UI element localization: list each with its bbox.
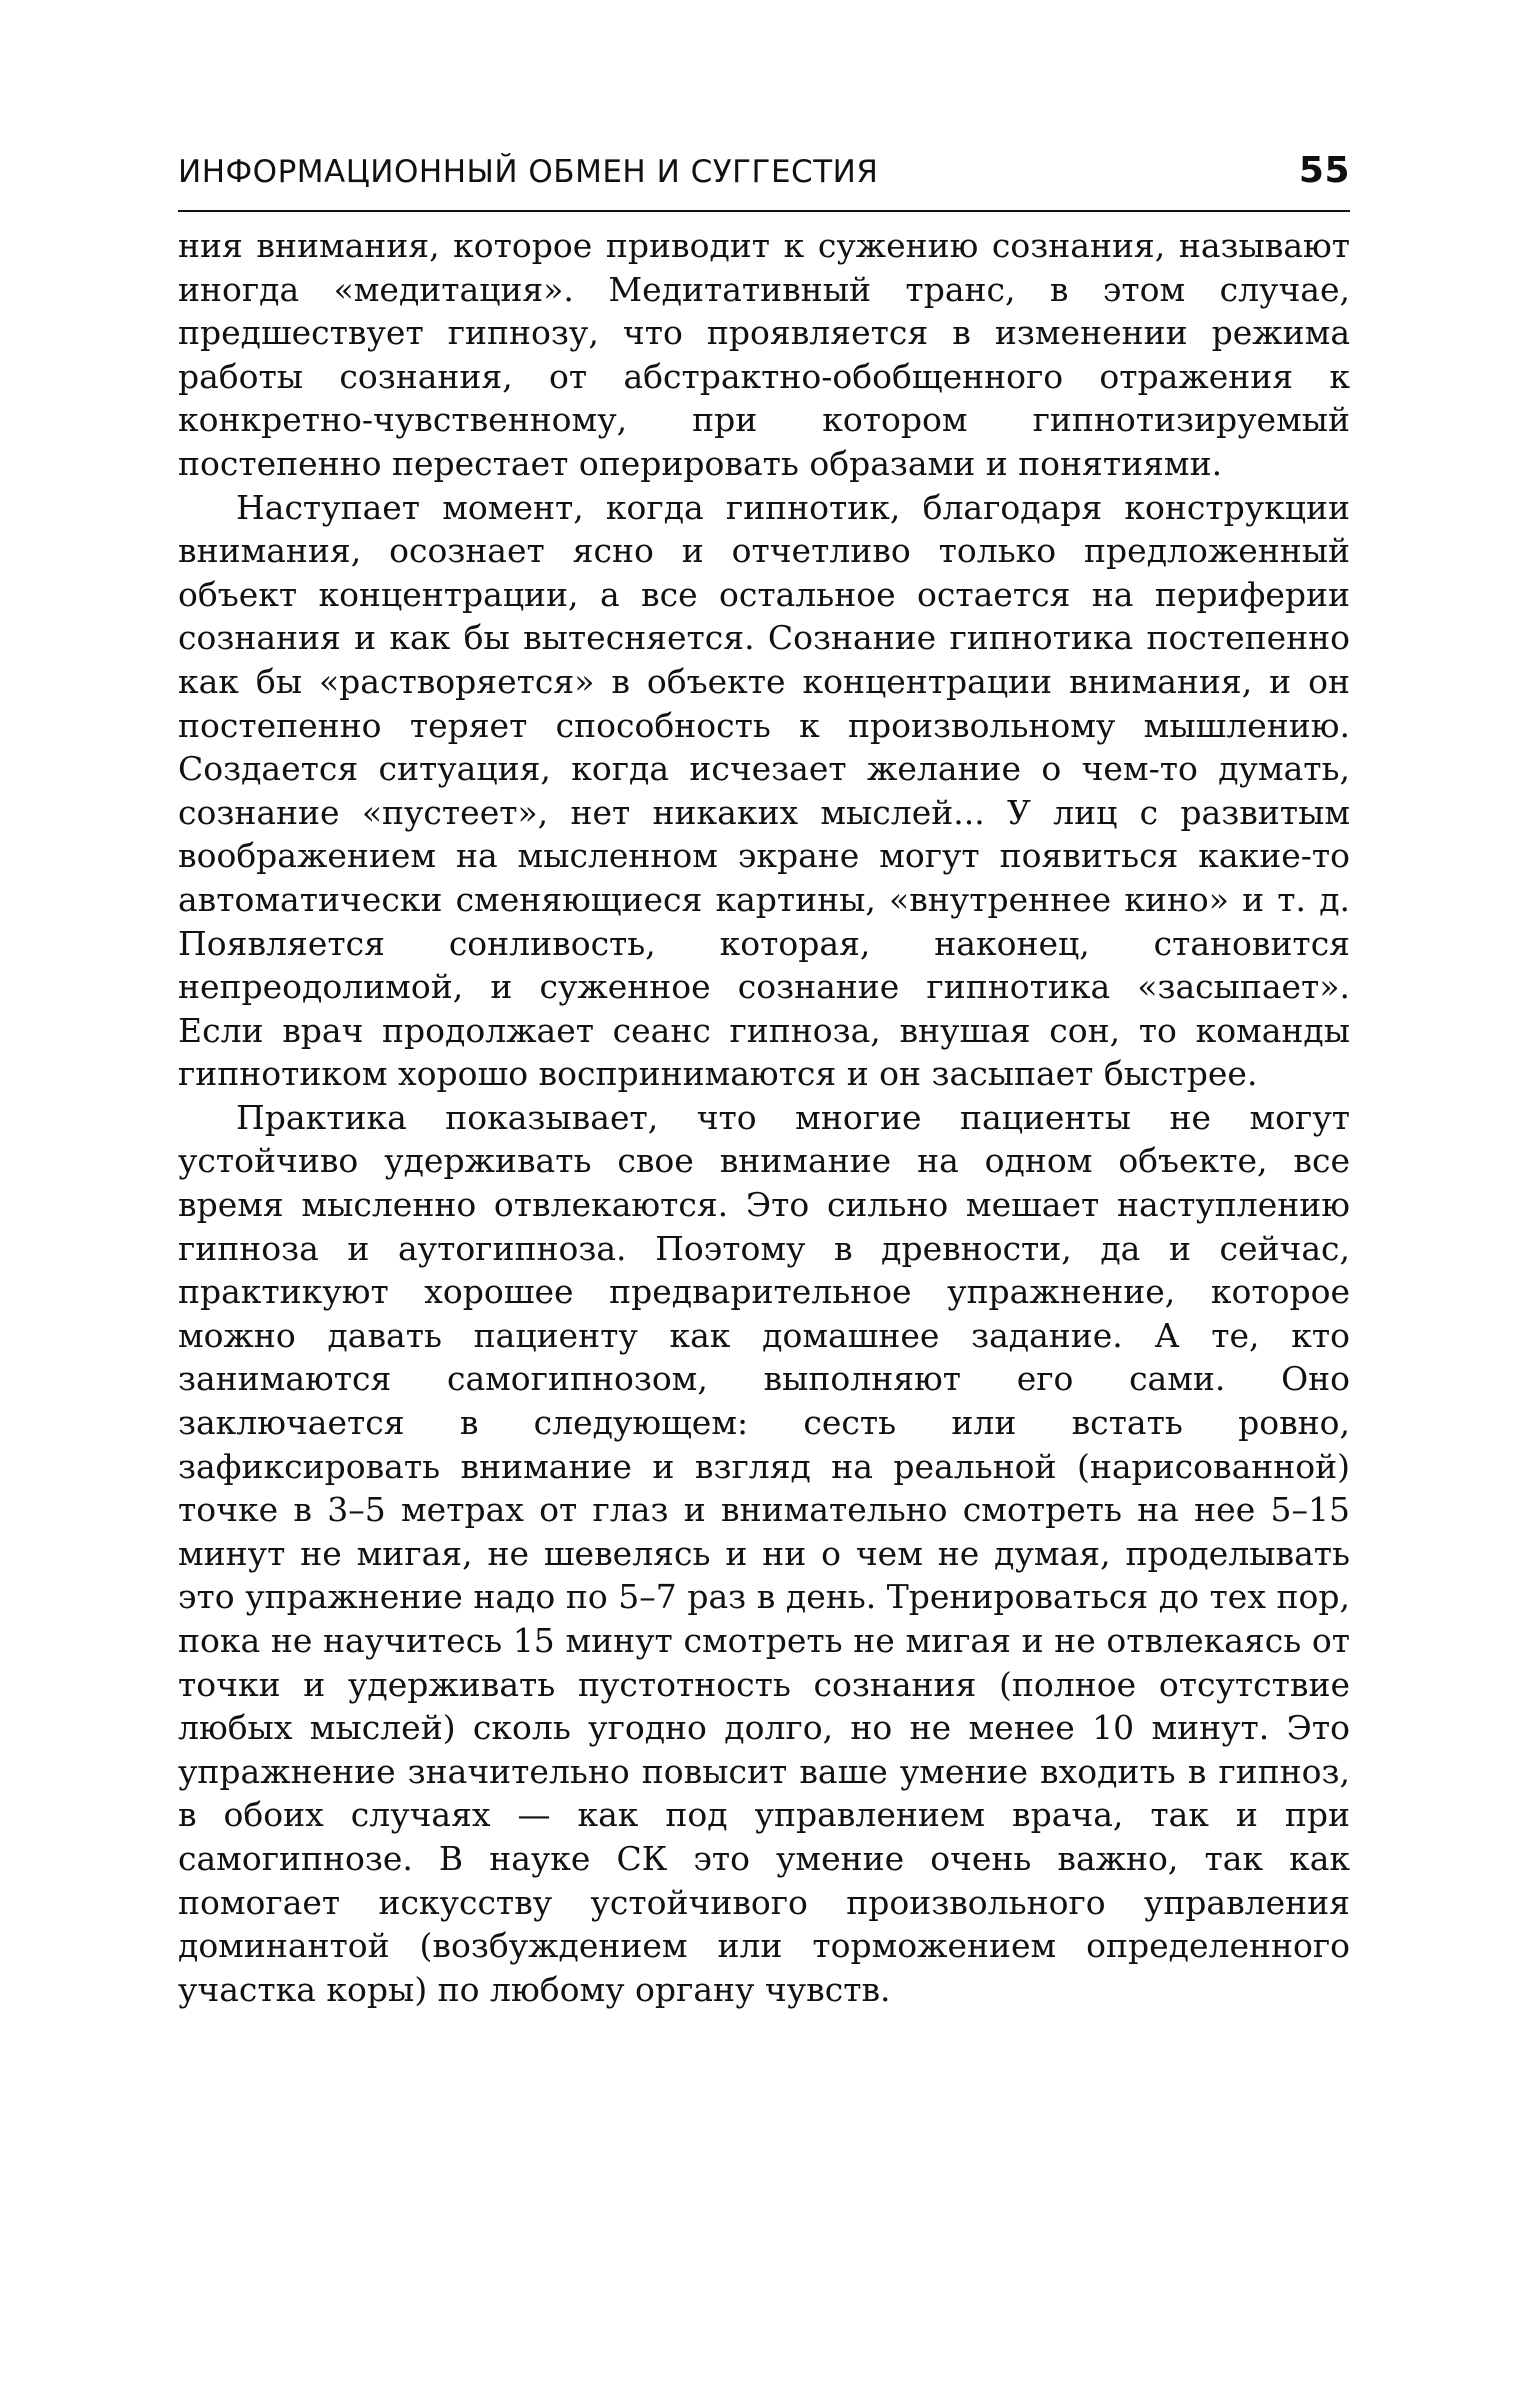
- page-number: 55: [1298, 150, 1350, 191]
- body-text: [178, 224, 1350, 2011]
- book-page: [178, 150, 1350, 2011]
- paragraph-trance: Наступает момент, когда гипнотик, благодаря конструкции внимания, осознает ясно и отчетливо только предложенный объект концентрации, а все остальное остается на периферии сознания и как бы вытесняется. Сознание гипнотика постепенно как бы «растворяется» в объекте концентрации внимания, и он постепенно теряет способность к произвольному мышлению. Создается ситуация, когда исчезает желание о чем-то думать, сознание «пустеет», нет никаких мыслей... У лиц с развитым воображением на мысленном экране могут появиться какие-то автоматически сменяющиеся картины, «внутреннее кино» и т. д. Появляется сонливость, которая, наконец, становится непреодолимой, и суженное сознание гипнотика «засыпает». Если врач продолжает сеанс гипноза, внушая сон, то команды гипнотиком хорошо воспринимаются и он засыпает быстрее.: [178, 487, 1350, 1094]
- running-header: [178, 150, 1350, 212]
- chapter-title: ИНФОРМАЦИОННЫЙ ОБМЕН И СУГГЕСТИЯ: [178, 154, 879, 190]
- paragraph-continuation: ния внимания, которое приводит к сужению сознания, называют иногда «медитация». Медитативный транс, в этом случае, предшествует гипнозу, что проявляется в изменении режима работы сознания, от абстрактно-обобщенного отражения к конкретно-чувственному, при котором гипнотизируемый постепенно перестает оперировать образами и понятиями.: [178, 226, 1350, 483]
- paragraph-practice: Практика показывает, что многие пациенты не могут устойчиво удерживать свое внимание на одном объекте, все время мысленно отвлекаются. Это сильно мешает наступлению гипноза и аутогипноза. Поэтому в древности, да и сейчас, практикуют хорошее предварительное упражнение, которое можно давать пациенту как домашнее задание. А те, кто занимаются самогипнозом, выполняют его сами. Оно заключается в следующем: сесть или встать ровно, зафиксировать внимание и взгляд на реальной (нарисованной) точке в 3–5 метрах от глаз и внимательно смотреть на нее 5–15 минут не мигая, не шевелясь и ни о чем не думая, проделывать это упражнение надо по 5–7 раз в день. Тренироваться до тех пор, пока не научитесь 15 минут смотреть не мигая и не отвлекаясь от точки и удерживать пустотность сознания (полное отсутствие любых мыслей) сколь угодно долго, но не менее 10 минут. Это упражнение значительно повысит ваше умение входить в гипноз, в обоих случаях — как под управлением врача, так и при самогипнозе. В науке СК это умение очень важно, так как помогает искусству устойчивого произвольного управления доминантой (возбуждением или торможением определенного участка коры) по любому органу чувств.: [178, 1097, 1350, 2009]
